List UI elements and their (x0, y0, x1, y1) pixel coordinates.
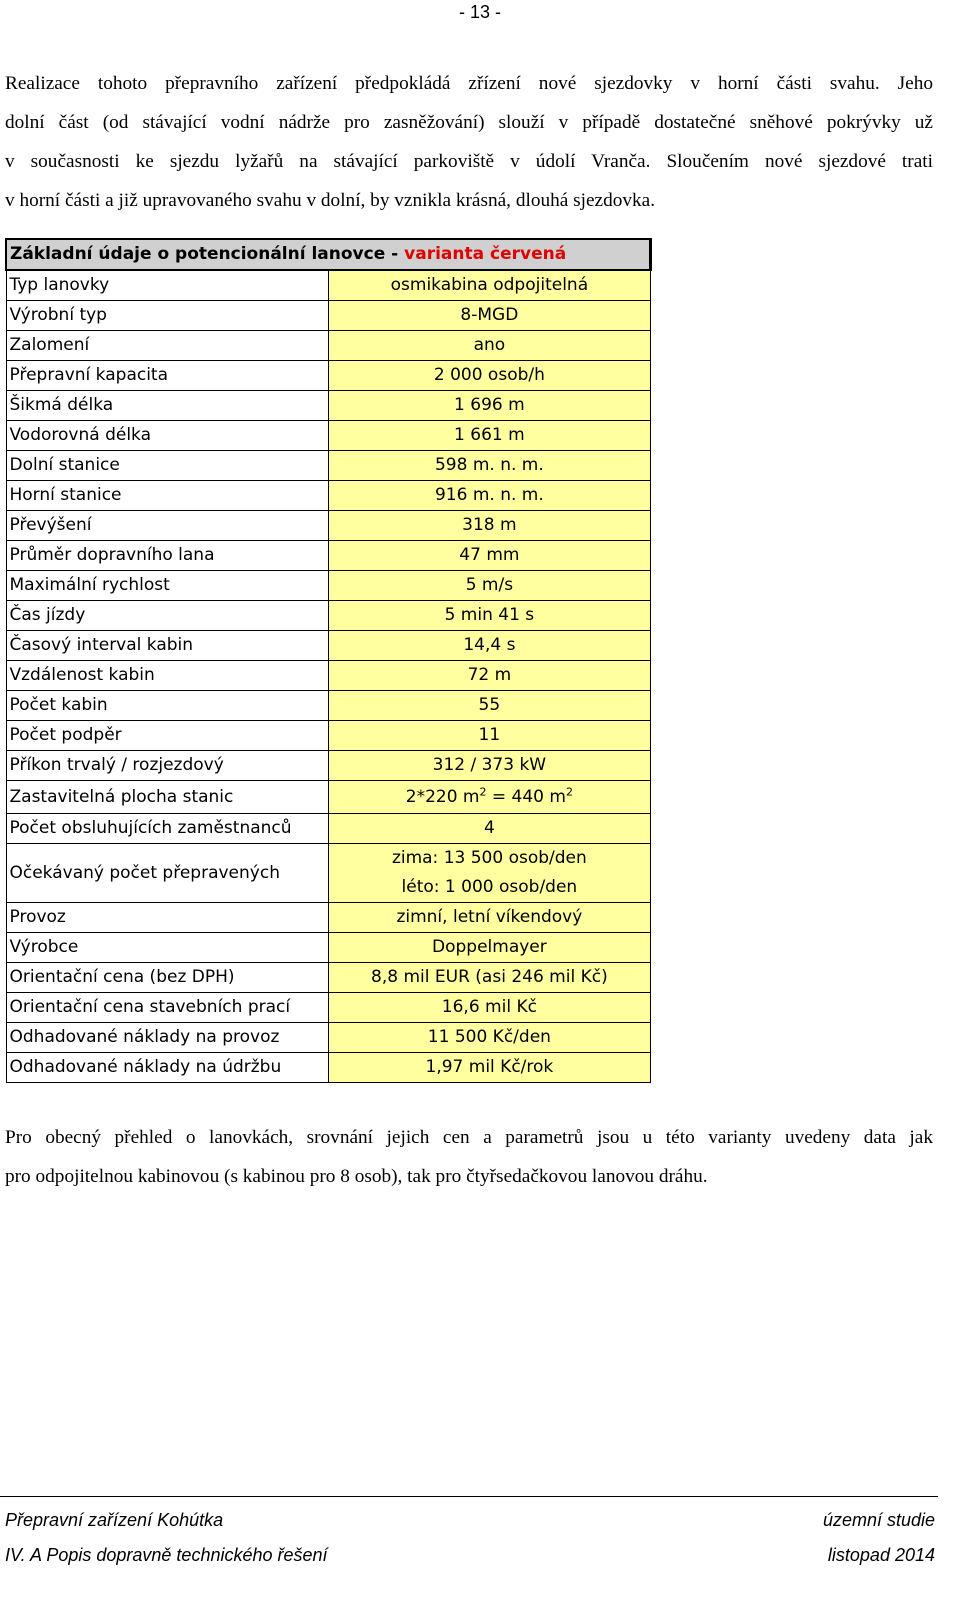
row-label: Výrobní typ (6, 301, 328, 331)
value-part: 2*220 m (405, 787, 480, 807)
row-label: Odhadované náklady na údržbu (6, 1053, 328, 1083)
table-row (6, 993, 651, 1023)
value-part: = 440 m (486, 787, 566, 807)
value-line: léto: 1 000 osob/den (401, 877, 578, 897)
table-row (6, 361, 651, 391)
row-label: Počet kabin (6, 691, 328, 721)
row-value: 916 m. n. m. (328, 481, 650, 511)
row-value: 598 m. n. m. (328, 451, 650, 481)
row-label: Příkon trvalý / rozjezdový (6, 751, 328, 781)
row-value: 47 mm (328, 541, 650, 571)
table-row (6, 1023, 651, 1053)
outro-line: Pro obecný přehled o lanovkách, srovnání jejich cen a parametrů jsou u této varianty uvedeny data jak (5, 1127, 933, 1148)
row-label: Přepravní kapacita (6, 361, 328, 391)
row-value: 8-MGD (328, 301, 650, 331)
table-row (6, 301, 651, 331)
row-value: ano (328, 331, 650, 361)
table-row (6, 331, 651, 361)
row-value: 1,97 mil Kč/rok (328, 1053, 650, 1083)
row-label: Vzdálenost kabin (6, 661, 328, 691)
table-row (6, 691, 651, 721)
table-header-row (6, 239, 651, 270)
row-value: 16,6 mil Kč (328, 993, 650, 1023)
footer-section-title: IV. A Popis dopravně technického řešení (5, 1545, 328, 1565)
row-value: 4 (328, 814, 650, 844)
table-row (6, 751, 651, 781)
row-value: 1 661 m (328, 421, 650, 451)
row-value: 5 min 41 s (328, 601, 650, 631)
row-label: Orientační cena (bez DPH) (6, 963, 328, 993)
table-title (6, 239, 651, 270)
intro-paragraph (5, 64, 933, 220)
table-row (6, 1053, 651, 1083)
outro-line: pro odpojitelnou kabinovou (s kabinou pro 8 osob), tak pro čtyřsedačkovou lanovou dráhu. (5, 1166, 708, 1187)
row-value: 11 (328, 721, 650, 751)
row-label: Výrobce (6, 933, 328, 963)
table-title-variant: varianta červená (404, 244, 567, 264)
row-value: 14,4 s (328, 631, 650, 661)
table-row (6, 541, 651, 571)
row-label: Šikmá délka (6, 391, 328, 421)
value-line: zima: 13 500 osob/den (391, 848, 587, 868)
row-label: Orientační cena stavebních prací (6, 993, 328, 1023)
row-label: Počet obsluhujících zaměstnanců (6, 814, 328, 844)
table-row (6, 933, 651, 963)
row-label: Průměr dopravního lana (6, 541, 328, 571)
table-row (6, 631, 651, 661)
row-value: 2 000 osob/h (328, 361, 650, 391)
table-row (6, 963, 651, 993)
footer-date: listopad 2014 (827, 1545, 935, 1565)
superscript: 2 (565, 785, 573, 799)
table-title-text: Základní údaje o potencionální lanovce - (10, 244, 405, 264)
row-label: Typ lanovky (6, 270, 328, 301)
table-row (6, 571, 651, 601)
row-value: 312 / 373 kW (328, 751, 650, 781)
outro-paragraph (5, 1118, 933, 1196)
intro-line: Realizace tohoto přepravního zařízení předpokládá zřízení nové sjezdovky v horní části svahu. Jeho (5, 73, 933, 94)
row-label: Zastavitelná plocha stanic (6, 781, 328, 814)
table-row (6, 661, 651, 691)
row-label: Odhadované náklady na provoz (6, 1023, 328, 1053)
footer-document-type: územní studie (822, 1510, 935, 1530)
table-row (6, 481, 651, 511)
table-row (6, 421, 651, 451)
cable-car-spec-table (5, 238, 652, 1083)
row-value: 72 m (328, 661, 650, 691)
row-label: Očekávaný počet přepravených (6, 844, 328, 903)
row-label: Vodorovná délka (6, 421, 328, 451)
page-number: - 13 - (458, 2, 501, 22)
row-value: 318 m (328, 511, 650, 541)
table-row (6, 721, 651, 751)
row-label: Čas jízdy (6, 601, 328, 631)
row-label: Maximální rychlost (6, 571, 328, 601)
table-row (6, 270, 651, 301)
table-row (6, 511, 651, 541)
row-label: Převýšení (6, 511, 328, 541)
row-label: Horní stanice (6, 481, 328, 511)
expected-passengers-value (328, 844, 650, 903)
row-value: 55 (328, 691, 650, 721)
table-row (6, 814, 651, 844)
intro-line: v horní části a již upravovaného svahu v dolní, by vznikla krásná, dlouhá sjezdovka. (5, 190, 656, 211)
intro-line: v současnosti ke sjezdu lyžařů na stávající parkoviště v údolí Vranča. Sloučením nové sjezdové trati (5, 151, 933, 172)
row-label: Časový interval kabin (6, 631, 328, 661)
area-value (328, 781, 650, 814)
superscript: 2 (479, 785, 487, 799)
row-label: Dolní stanice (6, 451, 328, 481)
row-value: 5 m/s (328, 571, 650, 601)
table-row (6, 601, 651, 631)
row-value: 1 696 m (328, 391, 650, 421)
row-label: Počet podpěr (6, 721, 328, 751)
table-row (6, 451, 651, 481)
footer-divider (0, 1496, 938, 1497)
table-row (6, 391, 651, 421)
table-row (6, 781, 651, 814)
row-label: Zalomení (6, 331, 328, 361)
row-label: Provoz (6, 903, 328, 933)
table-row (6, 903, 651, 933)
row-value: Doppelmayer (328, 933, 650, 963)
table-row (6, 844, 651, 903)
row-value: 8,8 mil EUR (asi 246 mil Kč) (328, 963, 650, 993)
footer-project-title: Přepravní zařízení Kohútka (5, 1510, 224, 1530)
row-value: osmikabina odpojitelná (328, 270, 650, 301)
intro-line: dolní část (od stávající vodní nádrže pro zasněžování) slouží v případě dostatečné sněhové pokrývky už (5, 112, 933, 133)
row-value: 11 500 Kč/den (328, 1023, 650, 1053)
row-value: zimní, letní víkendový (328, 903, 650, 933)
